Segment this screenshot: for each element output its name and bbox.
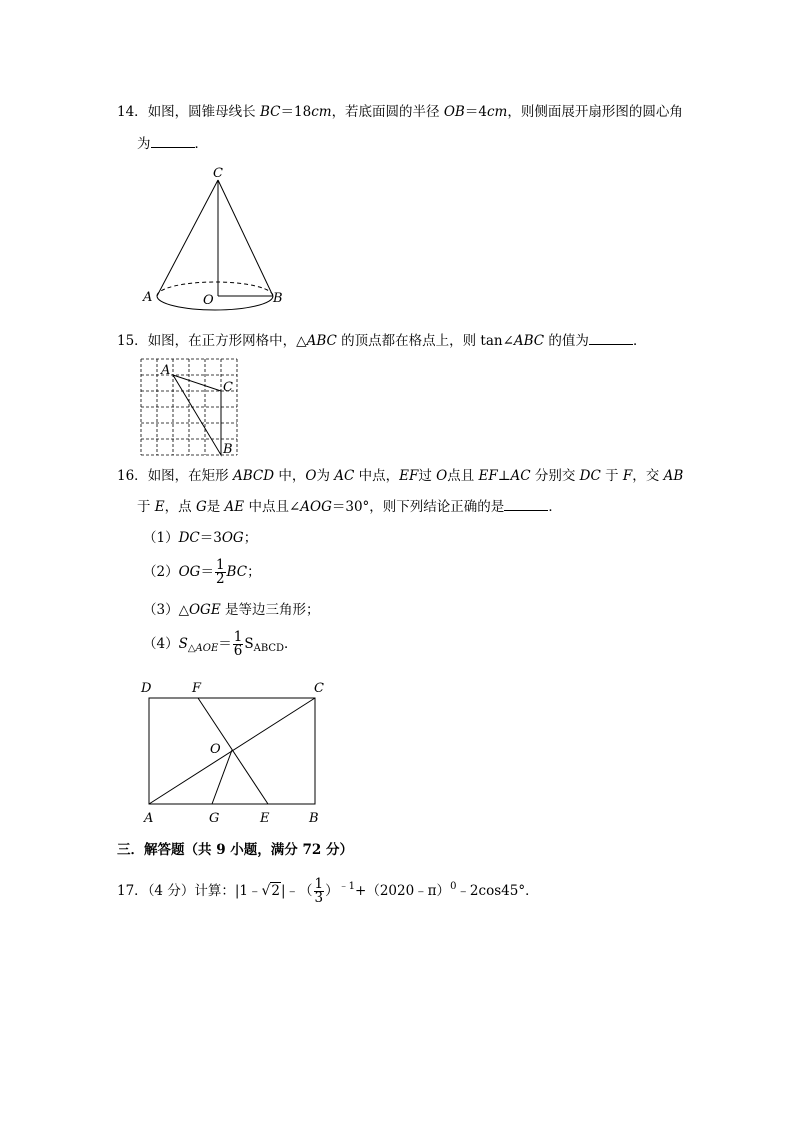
label-c: C xyxy=(223,380,233,395)
q14-text: ，则侧面展开扇形图的圆心角 xyxy=(507,104,683,120)
q16-text: 分别交 xyxy=(530,468,580,484)
q16-var: OG xyxy=(221,530,244,546)
q15-grid-figure xyxy=(138,356,244,460)
q16-text: ＝3 xyxy=(199,530,222,546)
q16-text: 过 xyxy=(418,468,437,484)
q17-text: （4 分）计算：|1﹣ xyxy=(147,883,262,899)
label-a: A xyxy=(161,363,171,378)
q14-text: ＝18 xyxy=(280,104,312,120)
q16-var: EF xyxy=(399,468,419,484)
q17-text: |﹣（ xyxy=(280,883,313,899)
label-f: F xyxy=(192,681,202,696)
fraction-denominator: 6 xyxy=(233,643,243,659)
q16-var: ABCD xyxy=(232,468,275,484)
segment-og xyxy=(212,750,232,804)
q16-text: ； xyxy=(247,564,261,580)
label-o: O xyxy=(203,293,214,308)
q15-text: 的顶点都在格点上，则 tan∠ xyxy=(336,333,514,349)
q14-unit: cm xyxy=(486,104,508,120)
label-c: C xyxy=(314,681,324,696)
exponent: 0 xyxy=(450,881,457,892)
q16-var: EF xyxy=(478,468,498,484)
q16-var: OGE xyxy=(188,602,221,618)
q15-text: 的值为 xyxy=(544,333,589,349)
triangle-abc xyxy=(173,375,221,455)
q14-number: 14． xyxy=(117,104,148,120)
q16-text: ． xyxy=(548,499,562,515)
option-label: （4） xyxy=(143,636,179,652)
q16-text: 如图，在矩形 xyxy=(147,468,233,484)
q16-var: AE xyxy=(224,499,245,515)
fraction-numerator: 1 xyxy=(233,629,243,645)
q16-text: 于 xyxy=(137,499,155,515)
subscript: △AOE xyxy=(187,643,219,654)
q14-text: ． xyxy=(194,136,208,152)
q16-text: 中点且∠ xyxy=(244,499,301,515)
q16-text: 是 xyxy=(206,499,225,515)
q16-option-2 xyxy=(143,558,261,586)
q16-text: ⊥ xyxy=(497,468,511,484)
q16-var: O xyxy=(436,468,448,484)
exponent: ﹣1 xyxy=(338,881,356,892)
q16-text: ； xyxy=(243,530,258,546)
q16-text: 是等边三角形； xyxy=(220,602,320,618)
q15-var: ABC xyxy=(306,333,337,349)
label-e: E xyxy=(260,811,270,826)
q16-var: F xyxy=(622,468,633,484)
segment-ef xyxy=(198,698,268,804)
q16-line2 xyxy=(137,498,562,516)
q14-var-ob: OB xyxy=(443,104,465,120)
label-a: A xyxy=(143,290,153,305)
option-label: （2） xyxy=(143,564,179,580)
q15-line1 xyxy=(117,332,646,350)
sqrt-radicand: 2 xyxy=(271,883,280,899)
q16-text: ＝ xyxy=(200,564,214,580)
fraction-half xyxy=(215,559,226,586)
option-label: （1） xyxy=(143,530,179,546)
q16-text: S xyxy=(244,636,254,652)
q16-line1 xyxy=(117,467,683,485)
q17-number: 17． xyxy=(117,883,148,899)
option-label: （3）△ xyxy=(143,602,189,618)
cone-slant-right xyxy=(218,180,273,296)
answer-blank xyxy=(589,332,633,345)
q15-number: 15． xyxy=(117,333,148,349)
q16-text: ，交 xyxy=(632,468,664,484)
q14-unit: cm xyxy=(311,104,332,120)
q16-var: G xyxy=(195,499,207,515)
q16-text: 点且 xyxy=(447,468,479,484)
q14-var-bc: BC xyxy=(259,104,281,120)
q16-text: 中点， xyxy=(354,468,400,484)
answer-blank xyxy=(151,135,195,148)
fraction-sixth xyxy=(233,631,244,658)
q16-var: BC xyxy=(226,564,248,580)
q16-option-3 xyxy=(143,601,320,619)
q16-var: E xyxy=(154,499,165,515)
fraction-numerator: 1 xyxy=(215,557,225,573)
q16-var: DC xyxy=(579,468,601,484)
subscript: ABCD xyxy=(253,643,285,654)
q14-line2 xyxy=(137,135,208,153)
cone-base-front xyxy=(157,296,273,310)
q16-var: S xyxy=(178,636,188,652)
q16-text: 于 xyxy=(600,468,623,484)
q16-var: AC xyxy=(510,468,531,484)
label-d: D xyxy=(141,681,152,696)
label-b: B xyxy=(223,442,233,457)
q16-var: AB xyxy=(663,468,684,484)
q14-text: 如图，圆锥母线长 xyxy=(147,104,260,120)
q16-text: ＝30°，则下列结论正确的是 xyxy=(331,499,505,515)
label-o: O xyxy=(210,742,221,757)
sqrt-symbol: √ xyxy=(261,883,271,899)
q16-var: O xyxy=(305,468,317,484)
square-grid xyxy=(141,359,237,455)
q16-number: 16． xyxy=(117,468,148,484)
q16-var: AOG xyxy=(300,499,332,515)
q15-var: ABC xyxy=(513,333,545,349)
label-b: B xyxy=(273,291,283,306)
q16-text: ，点 xyxy=(164,499,196,515)
cone-base-back xyxy=(157,282,273,296)
q14-text: 为 xyxy=(137,136,151,152)
fraction-denominator: 2 xyxy=(215,571,225,587)
answer-blank xyxy=(504,498,548,511)
q16-rectangle-figure xyxy=(138,678,334,826)
q17-line1 xyxy=(117,872,539,906)
cone-slant-left xyxy=(157,180,218,296)
q16-text: 为 xyxy=(316,468,335,484)
q16-var: AC xyxy=(334,468,355,484)
q17-text: ﹣2cos45°． xyxy=(456,883,539,899)
q17-text: ） xyxy=(325,883,339,899)
fraction-numerator: 1 xyxy=(314,876,324,892)
q15-text: 如图，在正方形网格中，△ xyxy=(147,333,307,349)
section-heading: 三．解答题（共 9 小题，满分 72 分） xyxy=(117,842,353,858)
fraction-denominator: 3 xyxy=(314,890,324,906)
q16-option-4 xyxy=(143,630,298,663)
label-a: A xyxy=(144,811,154,826)
q16-text: ＝ xyxy=(218,636,232,652)
fraction-third xyxy=(314,878,325,905)
label-c: C xyxy=(213,166,223,181)
q14-cone-figure xyxy=(135,162,295,320)
q16-var: DC xyxy=(178,530,200,546)
q14-text: ，若底面圆的半径 xyxy=(331,104,444,120)
q16-var: OG xyxy=(178,564,201,580)
q14-text: ＝4 xyxy=(464,104,487,120)
label-b: B xyxy=(309,811,319,826)
q16-text: 中， xyxy=(274,468,306,484)
q15-text: ． xyxy=(632,333,647,349)
label-g: G xyxy=(209,811,220,826)
q17-text: +（2020﹣π） xyxy=(355,883,451,899)
q16-text: ． xyxy=(284,636,298,652)
q16-option-1 xyxy=(143,529,257,547)
q14-line1 xyxy=(117,103,683,121)
